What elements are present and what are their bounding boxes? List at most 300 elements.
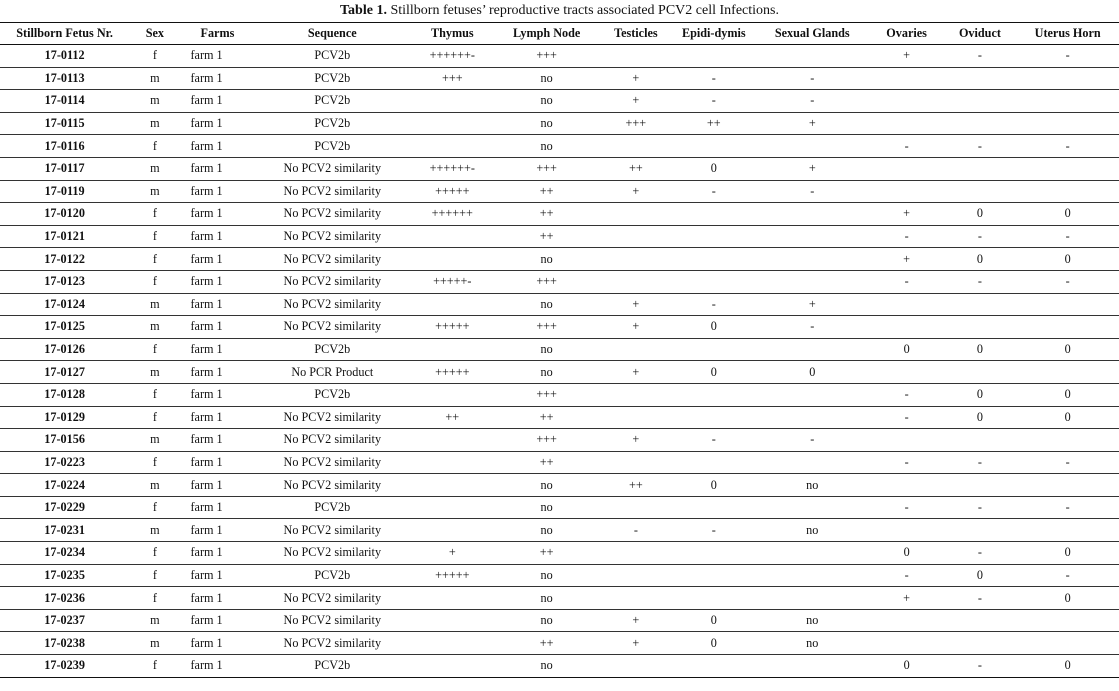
table-cell: farm 1 bbox=[181, 406, 255, 429]
table-cell bbox=[673, 564, 755, 587]
table-cell bbox=[1016, 180, 1119, 203]
table-cell: ++ bbox=[410, 406, 494, 429]
table-cell bbox=[410, 429, 494, 452]
table-cell: - bbox=[1016, 496, 1119, 519]
table-cell bbox=[1016, 429, 1119, 452]
table-cell: No PCV2 similarity bbox=[254, 270, 410, 293]
table-cell: farm 1 bbox=[181, 180, 255, 203]
table-cell bbox=[755, 542, 870, 565]
table-cell bbox=[944, 112, 1017, 135]
table-cell: No PCV2 similarity bbox=[254, 406, 410, 429]
table-cell: +++ bbox=[599, 112, 673, 135]
table-cell: - bbox=[673, 67, 755, 90]
table-cell bbox=[410, 655, 494, 678]
table-cell: + bbox=[599, 632, 673, 655]
table-cell bbox=[410, 248, 494, 271]
table-cell: no bbox=[494, 564, 599, 587]
column-header: Sexual Glands bbox=[755, 23, 870, 45]
table-cell bbox=[673, 225, 755, 248]
table-cell: m bbox=[129, 316, 180, 339]
table-cell: no bbox=[755, 519, 870, 542]
table-cell: m bbox=[129, 293, 180, 316]
table-cell: 0 bbox=[673, 474, 755, 497]
table-cell: 0 bbox=[1016, 406, 1119, 429]
table-cell bbox=[410, 293, 494, 316]
table-cell: PCV2b bbox=[254, 135, 410, 158]
table-cell: +++ bbox=[410, 67, 494, 90]
table-cell: f bbox=[129, 248, 180, 271]
table-cell: f bbox=[129, 451, 180, 474]
table-cell: - bbox=[599, 519, 673, 542]
table-cell: 0 bbox=[944, 564, 1017, 587]
table-cell bbox=[944, 180, 1017, 203]
table-cell: +++++ bbox=[410, 316, 494, 339]
table-row bbox=[0, 45, 1119, 68]
table-cell bbox=[870, 609, 944, 632]
table-cell: +++ bbox=[494, 429, 599, 452]
table-cell: - bbox=[944, 135, 1017, 158]
table-cell bbox=[870, 293, 944, 316]
table-cell: 17-0223 bbox=[0, 451, 129, 474]
table-cell: f bbox=[129, 225, 180, 248]
table-cell bbox=[599, 338, 673, 361]
table-cell: ++ bbox=[494, 180, 599, 203]
table-cell: 0 bbox=[1016, 338, 1119, 361]
table-cell bbox=[599, 496, 673, 519]
table-cell: - bbox=[870, 225, 944, 248]
table-cell: no bbox=[494, 587, 599, 610]
table-cell: ++++++- bbox=[410, 45, 494, 68]
column-header: Lymph Node bbox=[494, 23, 599, 45]
table-cell: 17-0229 bbox=[0, 496, 129, 519]
table-cell: farm 1 bbox=[181, 135, 255, 158]
table-cell bbox=[944, 361, 1017, 384]
table-cell: ++ bbox=[494, 225, 599, 248]
table-row bbox=[0, 429, 1119, 452]
table-cell: no bbox=[494, 474, 599, 497]
table-row bbox=[0, 474, 1119, 497]
table-cell bbox=[673, 383, 755, 406]
table-cell: farm 1 bbox=[181, 429, 255, 452]
table-cell: no bbox=[494, 248, 599, 271]
table-cell: farm 1 bbox=[181, 519, 255, 542]
table-cell: 0 bbox=[673, 632, 755, 655]
table-cell bbox=[673, 496, 755, 519]
table-cell: m bbox=[129, 90, 180, 113]
table-cell: no bbox=[494, 519, 599, 542]
table-cell: farm 1 bbox=[181, 587, 255, 610]
table-cell: no bbox=[755, 632, 870, 655]
table-cell bbox=[870, 157, 944, 180]
table-cell: farm 1 bbox=[181, 203, 255, 226]
table-cell: - bbox=[755, 316, 870, 339]
table-cell bbox=[870, 316, 944, 339]
table-row bbox=[0, 564, 1119, 587]
table-cell: PCV2b bbox=[254, 338, 410, 361]
table-row bbox=[0, 225, 1119, 248]
table-cell: No PCV2 similarity bbox=[254, 203, 410, 226]
table-cell: 0 bbox=[1016, 655, 1119, 678]
table-row bbox=[0, 383, 1119, 406]
table-cell bbox=[755, 338, 870, 361]
table-cell: farm 1 bbox=[181, 45, 255, 68]
table-cell: farm 1 bbox=[181, 90, 255, 113]
table-cell bbox=[410, 632, 494, 655]
table-cell: 0 bbox=[1016, 542, 1119, 565]
results-table bbox=[0, 22, 1119, 678]
table-cell: 17-0126 bbox=[0, 338, 129, 361]
table-cell: - bbox=[870, 451, 944, 474]
table-cell bbox=[673, 587, 755, 610]
table-cell: + bbox=[599, 316, 673, 339]
table-cell bbox=[944, 474, 1017, 497]
table-cell bbox=[599, 45, 673, 68]
table-cell bbox=[673, 451, 755, 474]
table-cell: m bbox=[129, 180, 180, 203]
table-cell: no bbox=[494, 655, 599, 678]
table-cell: 0 bbox=[944, 383, 1017, 406]
table-cell: 0 bbox=[870, 655, 944, 678]
table-cell: farm 1 bbox=[181, 383, 255, 406]
table-cell: - bbox=[1016, 225, 1119, 248]
table-cell bbox=[1016, 112, 1119, 135]
table-cell: - bbox=[944, 225, 1017, 248]
table-cell bbox=[599, 203, 673, 226]
table-cell: - bbox=[944, 542, 1017, 565]
table-cell: No PCV2 similarity bbox=[254, 474, 410, 497]
table-cell bbox=[944, 429, 1017, 452]
table-row bbox=[0, 316, 1119, 339]
table-cell: 0 bbox=[944, 248, 1017, 271]
table-cell: No PCV2 similarity bbox=[254, 519, 410, 542]
table-row bbox=[0, 496, 1119, 519]
table-cell bbox=[870, 112, 944, 135]
table-cell bbox=[755, 248, 870, 271]
table-cell: No PCV2 similarity bbox=[254, 609, 410, 632]
table-cell: no bbox=[755, 609, 870, 632]
table-cell: 17-0112 bbox=[0, 45, 129, 68]
table-row bbox=[0, 248, 1119, 271]
column-header: Testicles bbox=[599, 23, 673, 45]
table-cell: no bbox=[494, 338, 599, 361]
table-cell: - bbox=[870, 406, 944, 429]
table-cell: 0 bbox=[944, 203, 1017, 226]
table-row bbox=[0, 609, 1119, 632]
table-cell: +++ bbox=[494, 157, 599, 180]
table-cell bbox=[944, 67, 1017, 90]
table-cell: no bbox=[755, 474, 870, 497]
column-header: Epidi-dymis bbox=[673, 23, 755, 45]
table-cell: 17-0119 bbox=[0, 180, 129, 203]
table-cell: - bbox=[870, 564, 944, 587]
table-cell: farm 1 bbox=[181, 293, 255, 316]
table-row bbox=[0, 632, 1119, 655]
table-cell bbox=[1016, 157, 1119, 180]
table-cell: f bbox=[129, 587, 180, 610]
table-cell: farm 1 bbox=[181, 270, 255, 293]
table-cell: + bbox=[599, 90, 673, 113]
table-cell: f bbox=[129, 655, 180, 678]
table-cell: +++ bbox=[494, 383, 599, 406]
table-cell: 0 bbox=[1016, 587, 1119, 610]
table-cell: farm 1 bbox=[181, 609, 255, 632]
table-row bbox=[0, 519, 1119, 542]
table-cell: + bbox=[599, 180, 673, 203]
table-cell: - bbox=[944, 496, 1017, 519]
table-cell bbox=[870, 90, 944, 113]
table-cell: farm 1 bbox=[181, 542, 255, 565]
table-cell: 0 bbox=[1016, 383, 1119, 406]
table-cell: ++ bbox=[599, 157, 673, 180]
table-cell bbox=[410, 383, 494, 406]
table-cell: - bbox=[944, 270, 1017, 293]
table-row bbox=[0, 338, 1119, 361]
table-cell bbox=[599, 270, 673, 293]
table-cell: 0 bbox=[673, 157, 755, 180]
table-cell bbox=[870, 519, 944, 542]
table-row bbox=[0, 361, 1119, 384]
table-cell bbox=[870, 632, 944, 655]
table-cell: farm 1 bbox=[181, 316, 255, 339]
table-cell: 17-0129 bbox=[0, 406, 129, 429]
table-cell: 17-0113 bbox=[0, 67, 129, 90]
table-cell bbox=[1016, 316, 1119, 339]
table-cell: f bbox=[129, 406, 180, 429]
table-cell: + bbox=[870, 203, 944, 226]
table-cell: 17-0237 bbox=[0, 609, 129, 632]
table-cell: 0 bbox=[755, 361, 870, 384]
table-cell bbox=[599, 383, 673, 406]
table-cell: - bbox=[1016, 45, 1119, 68]
table-cell: m bbox=[129, 609, 180, 632]
table-cell: m bbox=[129, 519, 180, 542]
table-cell: + bbox=[599, 609, 673, 632]
table-cell: 17-0115 bbox=[0, 112, 129, 135]
table-cell: No PCV2 similarity bbox=[254, 316, 410, 339]
table-cell: 0 bbox=[673, 361, 755, 384]
table-cell: 17-0124 bbox=[0, 293, 129, 316]
table-cell: +++++ bbox=[410, 180, 494, 203]
table-cell: m bbox=[129, 157, 180, 180]
table-cell: - bbox=[673, 90, 755, 113]
table-cell: 17-0122 bbox=[0, 248, 129, 271]
table-cell: No PCV2 similarity bbox=[254, 225, 410, 248]
table-cell: No PCV2 similarity bbox=[254, 180, 410, 203]
table-cell: 17-0238 bbox=[0, 632, 129, 655]
table-row bbox=[0, 655, 1119, 678]
table-cell bbox=[755, 45, 870, 68]
table-cell: No PCV2 similarity bbox=[254, 451, 410, 474]
table-cell: ++ bbox=[494, 451, 599, 474]
table-cell: No PCV2 similarity bbox=[254, 248, 410, 271]
table-cell bbox=[755, 451, 870, 474]
table-cell: PCV2b bbox=[254, 564, 410, 587]
table-row bbox=[0, 542, 1119, 565]
table-cell: ++++++ bbox=[410, 203, 494, 226]
table-cell: no bbox=[494, 112, 599, 135]
table-cell: PCV2b bbox=[254, 67, 410, 90]
table-cell: + bbox=[599, 67, 673, 90]
table-caption bbox=[0, 0, 1119, 22]
table-cell bbox=[599, 406, 673, 429]
table-cell bbox=[673, 270, 755, 293]
table-cell: ++ bbox=[494, 542, 599, 565]
table-cell: No PCV2 similarity bbox=[254, 587, 410, 610]
table-cell bbox=[755, 655, 870, 678]
table-cell bbox=[410, 112, 494, 135]
table-cell bbox=[410, 609, 494, 632]
table-cell: 17-0156 bbox=[0, 429, 129, 452]
table-cell: m bbox=[129, 429, 180, 452]
table-row bbox=[0, 406, 1119, 429]
column-header: Sex bbox=[129, 23, 180, 45]
table-cell: +++++ bbox=[410, 361, 494, 384]
table-cell: - bbox=[673, 180, 755, 203]
table-cell bbox=[673, 248, 755, 271]
table-row bbox=[0, 157, 1119, 180]
table-cell bbox=[673, 338, 755, 361]
caption-text: Stillborn fetuses’ reproductive tracts associated PCV2 cell Infections. bbox=[390, 3, 779, 18]
table-cell bbox=[870, 429, 944, 452]
table-cell: no bbox=[494, 67, 599, 90]
table-cell: - bbox=[1016, 270, 1119, 293]
table-cell: 0 bbox=[673, 609, 755, 632]
table-cell: 17-0117 bbox=[0, 157, 129, 180]
table-cell bbox=[410, 451, 494, 474]
table-cell bbox=[870, 67, 944, 90]
table-cell: 17-0231 bbox=[0, 519, 129, 542]
table-row bbox=[0, 135, 1119, 158]
table-cell: farm 1 bbox=[181, 157, 255, 180]
column-header: Sequence bbox=[254, 23, 410, 45]
table-cell: no bbox=[494, 293, 599, 316]
column-header: Uterus Horn bbox=[1016, 23, 1119, 45]
table-cell bbox=[1016, 90, 1119, 113]
table-cell: 17-0120 bbox=[0, 203, 129, 226]
table-cell bbox=[410, 338, 494, 361]
table-cell bbox=[410, 135, 494, 158]
table-cell bbox=[410, 587, 494, 610]
table-cell: m bbox=[129, 112, 180, 135]
table-cell: 0 bbox=[944, 406, 1017, 429]
table-cell bbox=[410, 496, 494, 519]
table-cell: m bbox=[129, 474, 180, 497]
table-cell: ++++++- bbox=[410, 157, 494, 180]
table-cell: No PCV2 similarity bbox=[254, 542, 410, 565]
table-cell: PCV2b bbox=[254, 496, 410, 519]
column-header: Thymus bbox=[410, 23, 494, 45]
table-cell bbox=[673, 655, 755, 678]
table-cell bbox=[673, 203, 755, 226]
table-cell: 17-0239 bbox=[0, 655, 129, 678]
table-cell: farm 1 bbox=[181, 451, 255, 474]
table-cell bbox=[944, 157, 1017, 180]
table-row bbox=[0, 112, 1119, 135]
table-cell bbox=[599, 248, 673, 271]
table-cell: + bbox=[410, 542, 494, 565]
table-cell: - bbox=[1016, 451, 1119, 474]
table-cell: 17-0234 bbox=[0, 542, 129, 565]
table-cell: f bbox=[129, 338, 180, 361]
table-cell bbox=[755, 135, 870, 158]
table-cell: +++ bbox=[494, 270, 599, 293]
table-cell: + bbox=[599, 361, 673, 384]
table-cell bbox=[599, 135, 673, 158]
table-cell bbox=[410, 225, 494, 248]
table-cell: farm 1 bbox=[181, 632, 255, 655]
table-cell: + bbox=[599, 429, 673, 452]
table-cell: 0 bbox=[944, 338, 1017, 361]
table-cell: +++++- bbox=[410, 270, 494, 293]
table-cell: PCV2b bbox=[254, 90, 410, 113]
table-cell bbox=[599, 587, 673, 610]
table-cell bbox=[944, 316, 1017, 339]
table-cell bbox=[1016, 519, 1119, 542]
table-cell: ++ bbox=[673, 112, 755, 135]
table-cell bbox=[599, 564, 673, 587]
table-cell: f bbox=[129, 203, 180, 226]
table-cell: - bbox=[673, 429, 755, 452]
table-cell bbox=[410, 474, 494, 497]
table-cell: ++ bbox=[494, 406, 599, 429]
table-cell bbox=[755, 270, 870, 293]
table-cell: no bbox=[494, 496, 599, 519]
table-cell: 17-0224 bbox=[0, 474, 129, 497]
table-cell: - bbox=[870, 270, 944, 293]
table-cell: - bbox=[673, 293, 755, 316]
table-cell: m bbox=[129, 632, 180, 655]
table-cell bbox=[755, 564, 870, 587]
caption-label: Table 1. bbox=[340, 3, 387, 18]
table-cell: f bbox=[129, 564, 180, 587]
table-cell: 0 bbox=[870, 542, 944, 565]
table-cell: - bbox=[944, 587, 1017, 610]
table-cell: f bbox=[129, 45, 180, 68]
table-cell: - bbox=[1016, 135, 1119, 158]
table-cell: - bbox=[755, 90, 870, 113]
table-cell: + bbox=[755, 112, 870, 135]
table-cell: +++ bbox=[494, 316, 599, 339]
table-cell: - bbox=[755, 180, 870, 203]
table-cell bbox=[1016, 361, 1119, 384]
table-cell bbox=[599, 225, 673, 248]
table-cell bbox=[410, 90, 494, 113]
table-row bbox=[0, 180, 1119, 203]
table-cell bbox=[755, 203, 870, 226]
table-cell bbox=[599, 542, 673, 565]
table-cell bbox=[944, 293, 1017, 316]
table-cell: 17-0121 bbox=[0, 225, 129, 248]
table-cell: m bbox=[129, 361, 180, 384]
table-cell bbox=[673, 135, 755, 158]
table-cell bbox=[673, 542, 755, 565]
column-header: Oviduct bbox=[944, 23, 1017, 45]
table-cell: + bbox=[870, 587, 944, 610]
table-cell bbox=[755, 496, 870, 519]
table-cell: farm 1 bbox=[181, 496, 255, 519]
table-cell: 17-0127 bbox=[0, 361, 129, 384]
table-cell: 0 bbox=[673, 316, 755, 339]
table-cell: + bbox=[599, 293, 673, 316]
table-cell: 0 bbox=[870, 338, 944, 361]
table-cell bbox=[599, 451, 673, 474]
table-cell bbox=[599, 655, 673, 678]
table-cell bbox=[755, 225, 870, 248]
table-cell: - bbox=[944, 655, 1017, 678]
table-cell: No PCV2 similarity bbox=[254, 632, 410, 655]
table-cell: 17-0125 bbox=[0, 316, 129, 339]
table-cell: 17-0128 bbox=[0, 383, 129, 406]
